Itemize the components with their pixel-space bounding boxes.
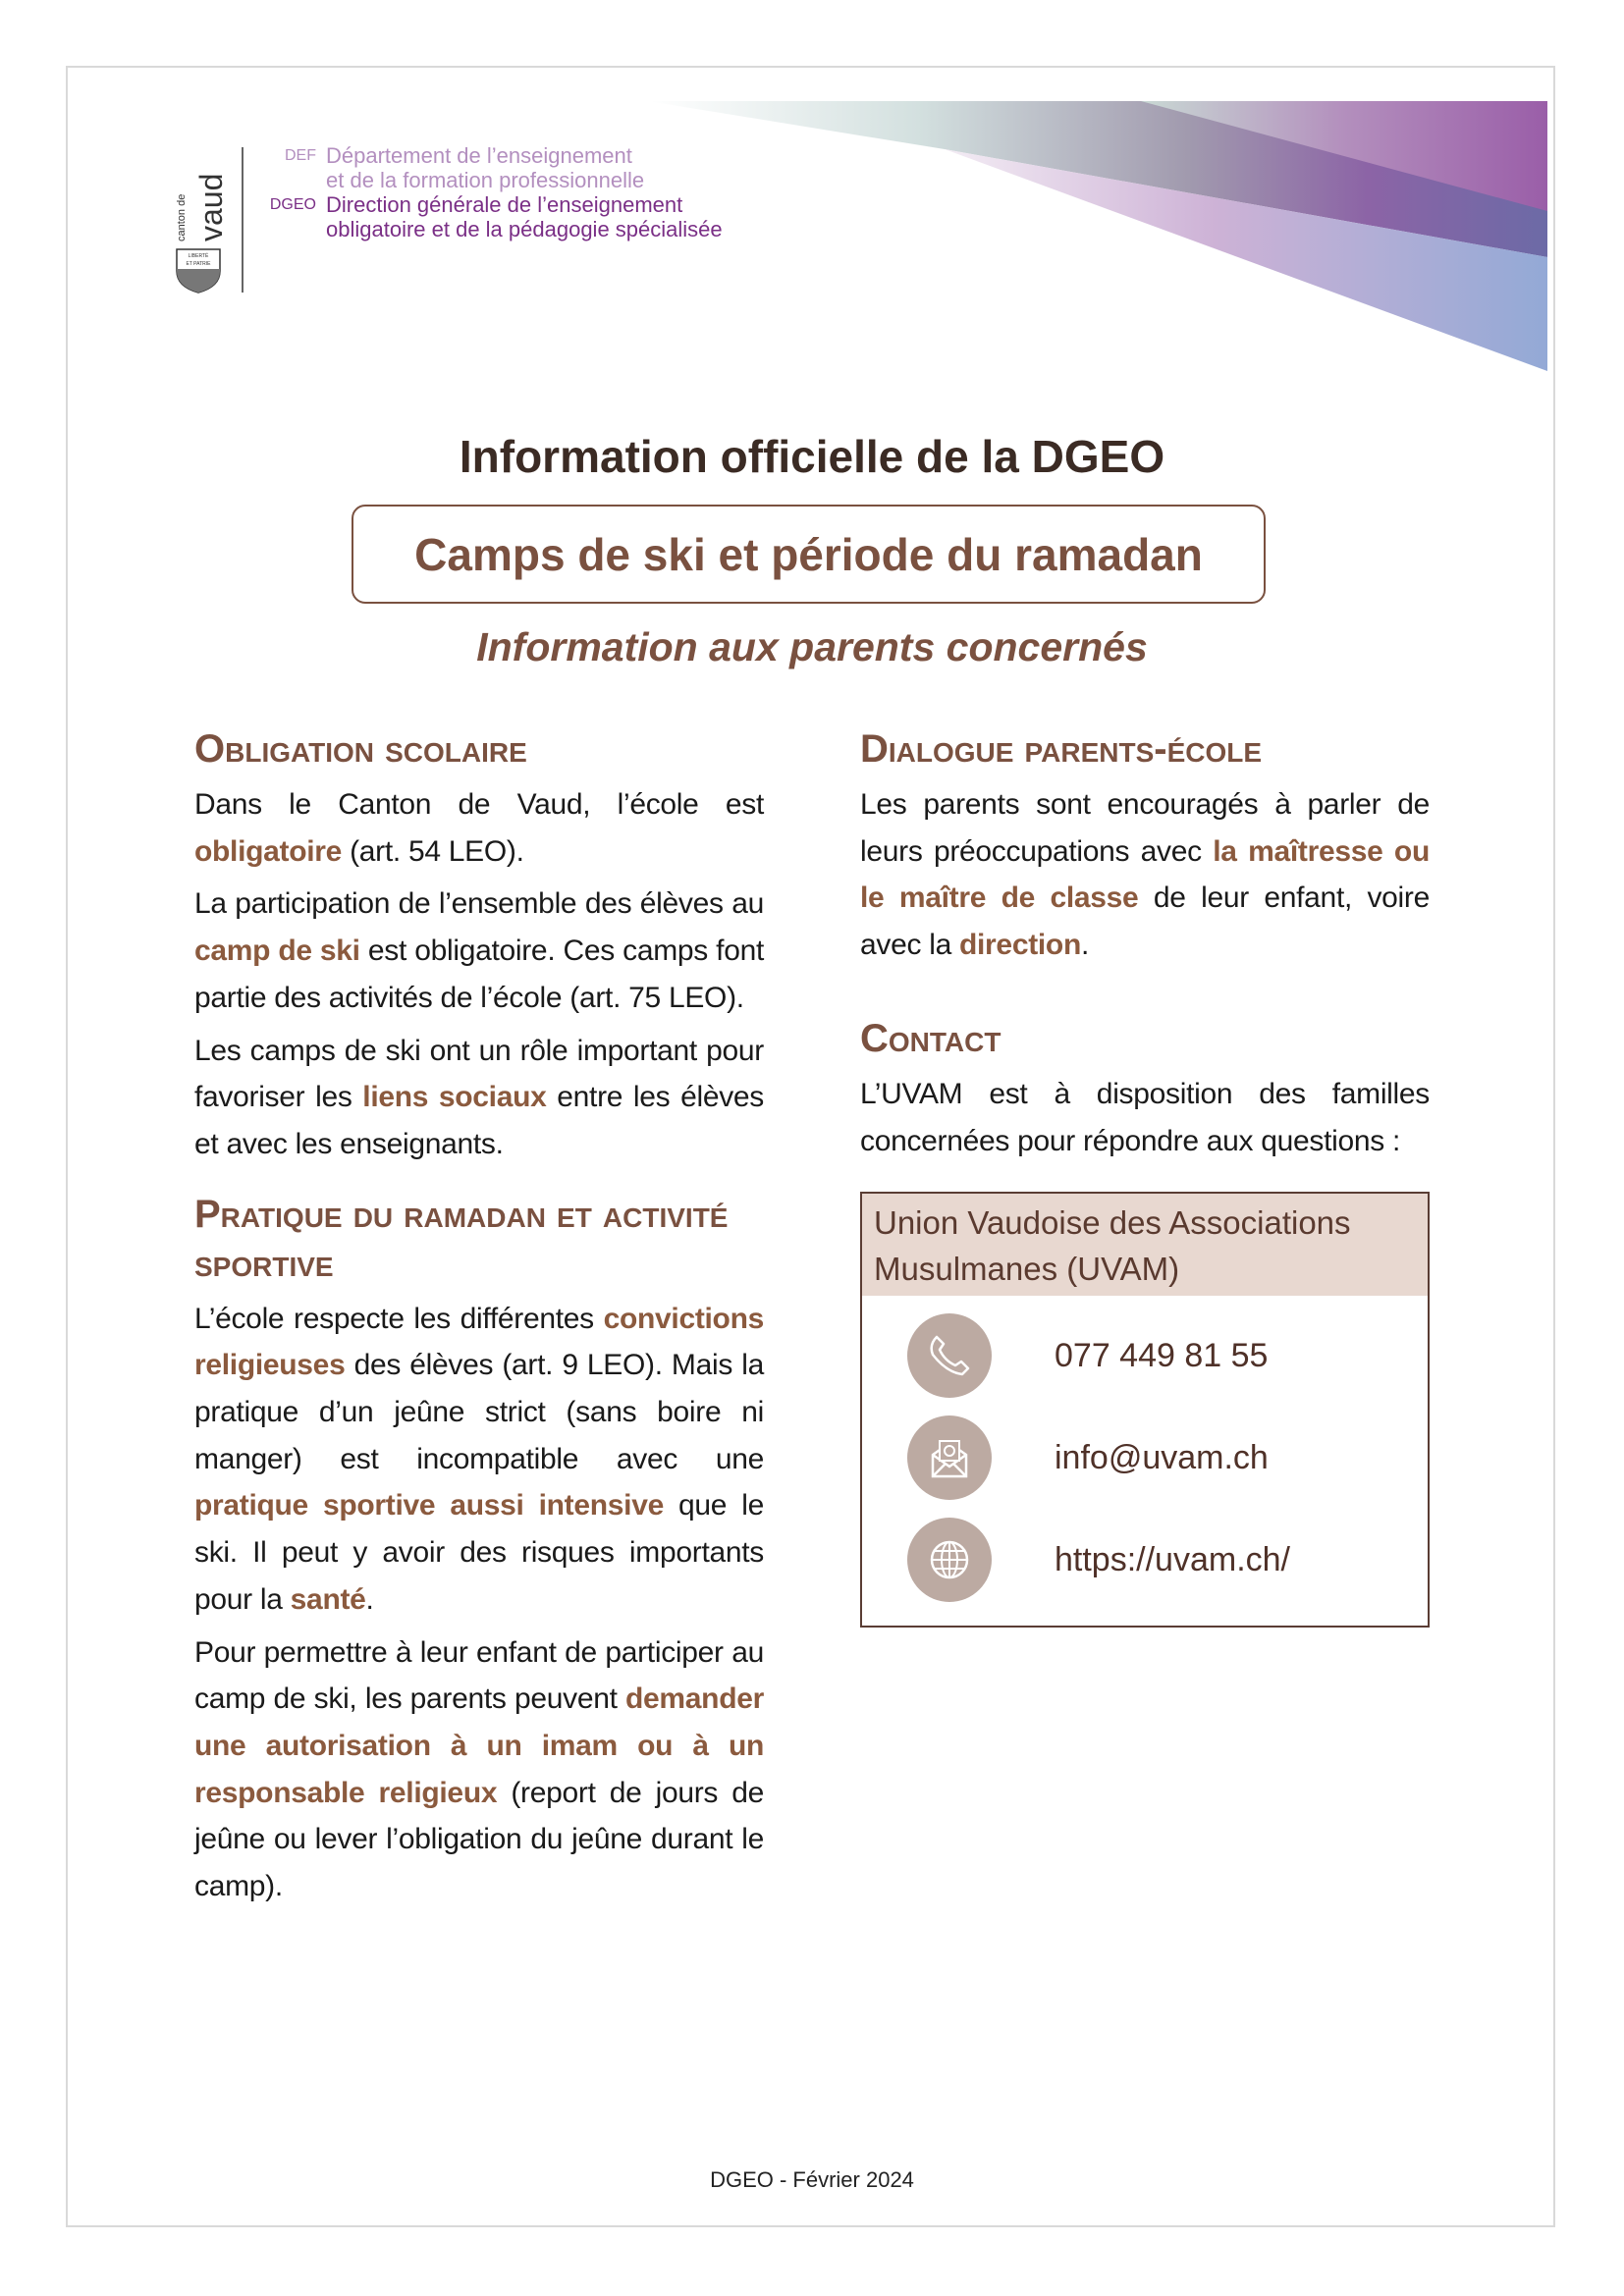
right-column bbox=[860, 724, 1430, 1628]
text-segment: Les parents sont encouragés à parler de leurs préoccupations avec bbox=[860, 788, 1430, 868]
heading-contact: Contact bbox=[860, 1016, 1001, 1060]
text-segment: . bbox=[1080, 929, 1090, 962]
organization-header bbox=[263, 143, 723, 241]
highlighted-text: direction bbox=[959, 929, 1081, 962]
contact-box bbox=[860, 1192, 1430, 1628]
paragraph bbox=[194, 881, 764, 1021]
canton-de-vaud-logo bbox=[173, 143, 229, 293]
contact-phone-row bbox=[907, 1313, 1428, 1398]
text-segment: La participation de l’ensemble des élèves au bbox=[194, 887, 764, 921]
text-segment: Dans le Canton de Vaud, l’école est bbox=[194, 788, 764, 821]
contact-phone[interactable]: 077 449 81 55 bbox=[1055, 1336, 1269, 1374]
document-title: Information officielle de la DGEO bbox=[459, 431, 1165, 482]
paragraph bbox=[860, 781, 1430, 969]
dgeo-name-line2: obligatoire et de la pédagogie spécialisée bbox=[326, 217, 723, 241]
logo-divider bbox=[242, 147, 244, 293]
contact-email-row bbox=[907, 1415, 1428, 1500]
paragraph bbox=[194, 1296, 764, 1624]
highlighted-text: camp de ski bbox=[194, 934, 360, 968]
contact-website[interactable]: https://uvam.ch/ bbox=[1055, 1540, 1290, 1578]
globe-icon bbox=[907, 1518, 992, 1602]
contact-email[interactable]: info@uvam.ch bbox=[1055, 1438, 1269, 1476]
highlighted-text: convictions religieuses bbox=[194, 1302, 764, 1382]
email-icon bbox=[907, 1415, 992, 1500]
text-segment: L’UVAM est à disposition des familles concernées pour répondre aux questions : bbox=[860, 1077, 1430, 1157]
dgeo-name-line1: Direction générale de l’enseignement bbox=[326, 192, 683, 217]
paragraph bbox=[194, 1028, 764, 1168]
text-segment: que le ski. Il peut y avoir des risques importants pour la bbox=[194, 1489, 764, 1616]
highlighted-text: obligatoire bbox=[194, 834, 343, 868]
boxed-title: Camps de ski et période du ramadan bbox=[352, 505, 1266, 604]
contact-web-row bbox=[907, 1518, 1428, 1602]
text-segment: L’école respecte les différentes bbox=[194, 1302, 604, 1335]
text-segment: des élèves (art. 9 LEO). Mais la pratique d’un jeûne strict (sans boire ni manger) est incompatible avec une bbox=[194, 1349, 764, 1475]
svg-text:LIBERTÉ: LIBERTÉ bbox=[188, 253, 209, 259]
svg-text:ET PATRIE: ET PATRIE bbox=[186, 261, 211, 267]
heading-pratique-ramadan: Pratique du ramadan et activité sportive bbox=[194, 1192, 729, 1285]
heading-obligation-scolaire: Obligation scolaire bbox=[194, 727, 527, 771]
text-segment: (report de jours de jeûne ou lever l’obligation du jeûne durant le camp). bbox=[194, 1776, 764, 1903]
svg-text:canton de: canton de bbox=[176, 193, 188, 241]
text-segment: de leur enfant, voire avec la bbox=[860, 881, 1430, 962]
heading-dialogue: Dialogue parents-école bbox=[860, 727, 1263, 771]
paragraph bbox=[194, 1629, 764, 1910]
left-column bbox=[194, 724, 764, 1916]
paragraph bbox=[194, 781, 764, 875]
def-abbr: DEF bbox=[285, 147, 316, 164]
text-segment: Les camps de ski ont un rôle important pour favoriser les bbox=[194, 1034, 764, 1114]
highlighted-text: demander une autorisation à un imam ou à un responsable religieux bbox=[194, 1682, 764, 1809]
subtitle: Information aux parents concernés bbox=[476, 624, 1148, 669]
footer: DGEO - Février 2024 bbox=[710, 2167, 914, 2192]
def-name-line2: et de la formation professionnelle bbox=[326, 168, 645, 192]
svg-text:vaud: vaud bbox=[193, 173, 229, 241]
text-segment: Pour permettre à leur enfant de participer au camp de ski, les parents peuvent bbox=[194, 1635, 764, 1716]
contact-organization: Union Vaudoise des Associations Musulmanes (UVAM) bbox=[862, 1194, 1428, 1296]
def-name-line1: Département de l’enseignement bbox=[326, 143, 632, 168]
text-segment: . bbox=[365, 1582, 374, 1616]
decorative-gradient-banner bbox=[628, 93, 1551, 378]
text-segment: est obligatoire. Ces camps font partie des activités de l’école (art. 75 LEO). bbox=[194, 934, 765, 1014]
highlighted-text: la maîtresse ou le maître de classe bbox=[860, 834, 1430, 915]
paragraph bbox=[860, 1071, 1430, 1164]
phone-icon bbox=[907, 1313, 992, 1398]
highlighted-text: santé bbox=[290, 1582, 366, 1616]
dgeo-abbr: DGEO bbox=[269, 196, 316, 213]
text-segment: entre les élèves et avec les enseignants. bbox=[194, 1081, 764, 1160]
highlighted-text: liens sociaux bbox=[362, 1081, 547, 1114]
highlighted-text: pratique sportive aussi intensive bbox=[194, 1489, 664, 1522]
text-segment: (art. 54 LEO). bbox=[342, 834, 524, 868]
